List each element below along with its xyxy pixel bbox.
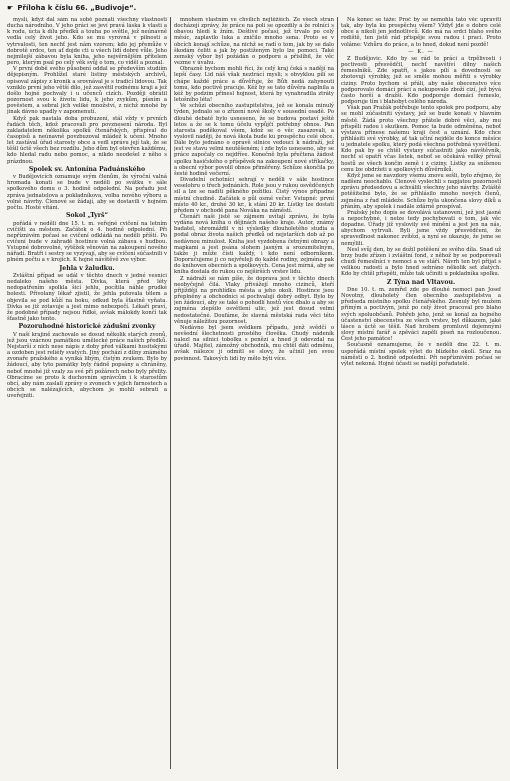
supplement-header	[7, 4, 137, 13]
article-heading: Pozoruhodné historické zádušní zvonky	[18, 323, 156, 331]
supplement-title: Příloha k číslu 66. „Budivoje“.	[17, 4, 137, 12]
article-paragraph: Dne 10. t. m. zemřel zde po dlouhé nemoci pan Josef Novotný, dlouholetý člen obecního zastupitelstva a předseda místního spolku čtenářského. Zesnulý byl mužem přímým a poctivým, jenž po celý život pracoval pro blaho svých spoluobčanů. Pohřeb jeho, jenž se konal za hojného účastenství obecenstva ze všech vrstev, byl důkazem, jaké lásce a úctě se těšil. Nad hrobem promluvil dojemnými slovy místní farář a zpěváci zapěli píseň na rozloučenou. Čest jeho památce!	[341, 286, 501, 343]
article-paragraph: Obrazně bychom mohli říci, že celý kraj čeká s nadějí na lepší časy. Lid náš však neztrácí mysli; s obvyklou pílí se chápe každé práce a důvěřuje, že Bůh nedá zahynouti tomu, kdo poctivě pracuje. Kéž by se tato důvěra naplnila a kéž by podzim přinesl hojnost, která by vynahradila ztráty letošního léta!	[174, 66, 334, 104]
column-rule	[337, 17, 338, 769]
text-column-1	[7, 17, 167, 769]
newspaper-page	[7, 4, 503, 773]
article-paragraph: Však pan Pražák potřebuje tento spolek pro podporu, aby se mohl zúčastniti výstavy, jež se bude konati v hlavním městě. Žádá proto všechny přátele dobré věci, aby mu přispěli radou i skutkem. Pomoc ta bude odměněna, neboť výstava přinese našemu kraji čest a uznání. Kdo chce přihlásiti své výrobky, ať tak učiní nejdéle do konce měsíce u jednatele spolku, který podá všechna potřebná vysvětlení. Kdo pak by se chtěl výstavy súčastniti jako návštěvník, nechť si opatří včas lístek, neboť se očekává veliký příval hostů ze všech končin země i z ciziny. Lístky za sníženou cenu lze obdržeti u spolkových důvěrníků.	[341, 105, 501, 173]
article-paragraph: myslí, když dal sám na sobě poznati všechny vlastnosti ducha národního. V jeho práci se jeví pravá láska k vlasti a k rodu, úcta k dílu předků a touha po světle, jež neúnavně vedla celý život jeho. Kdo se mu vyrovná v pilnosti a vytrvalosti, ten nechť jest nám vzorem; kdo jej přemůže v dobrotě srdce, ten ať dojde cti u všech lidí dobré vůle. Jeho nejmilejší zábavou byla kniha, jeho nejvěrnějším přítelem pero, kterým psal po celý věk svůj o tom, co viděl a poznal.	[7, 17, 167, 67]
article-heading: Z Týna nad Vltavou.	[386, 278, 456, 286]
article-paragraph: V naší krajině zachovalo se dosud několik starých zvonů, jež jsou vzácnou památkou umělecké práce našich předků. Nejstarší z nich nese nápis z doby před válkami husitskými a ozdoben jest reliéfy svatých. Jiný pochází z dílny známého zvonaře pražského a vyniká libým, čistým zvukem. Bylo by žádoucí, aby tyto památky byly řádně popsány a chráněny, neboť mnohé již vzaly za své při požárech nebo byly přelity. Obracíme se proto k duchovním správcům i k starostům obcí, aby nám zaslali zprávy o zvonech v jejich farnostech a obcích se nalézajících, abychom je mohli sebrati a uveřejniti.	[7, 331, 167, 400]
article-heading: Jehla v žaludku.	[59, 264, 115, 272]
article-paragraph: Současně oznamujeme, že v neděli dne 22. t. m. uspořádá místní spolek výlet do blízkého okolí. Sraz na náměstí o 2. hodině odpolední. Při nepříznivém počasí se výlet nekoná. Hojné účasti se nadějí pořadatelé.	[341, 342, 501, 367]
article-paragraph: Když jsme se navzdory všemu znovu sešli, bylo zřejmo, že nadšení neochablo. Členové vyslechli s napjatou pozorností zprávu předsedovu a schválili všechny jeho návrhy. Zvláště potěšitelné bylo, že se přihlásilo mnoho nových členů, zejména z řad mládeže. Schůze byla ukončena slovy díků a přáním, aby spolek i nadále zdárně prospíval.	[341, 172, 501, 210]
text-column-2	[174, 17, 334, 769]
text-column-3	[341, 17, 501, 769]
article-paragraph: Ve schůzi obecního zastupitelstva, jež se konala minulý týden, jednalo se o zřízení nové školy v sousední osadě. Po dlouhé debatě bylo usneseno, že se budova postaví ještě letos a že se k tomu účelu vypůjčí potřebný obnos. Pan starosta poděkoval všem, kdož se o věc zasazovali, a vyslovil naději, že nová škola bude ku prospěchu celé obce. Dále bylo jednáno o opravě silnice vedoucí k nádraží, jež jest ve stavu velmi neutěšeném; i zde bylo usneseno, aby se práce započaly co nejdříve. Konečně byla přečtena žádost spolku hasičského o příspěvek na zakoupení nové stříkačky, a obecní výbor povolil obnos přiměřený. Schůze skončila po šesté hodině večerní.	[174, 103, 334, 177]
article-paragraph: v Budějovicích oznamuje svým členům, že výroční valná hromada konati se bude v neděli po svátku v sále spolkového domu o 3. hodině odpolední. Na pořadu jest zpráva jednatelova a pokladníkova, volba nového výboru a volné návrhy. Členové se žádají, aby se dostavili v hojném počtu. Hosté vítáni.	[7, 174, 167, 211]
column-rule	[170, 17, 171, 769]
article-paragraph: Z nádraží se nám píše, že doprava jest v těchto dnech neobyčejně čilá. Vlaky přivážejí mnoho cizinců, kteří přijíždějí na prohlídku města a jeho okolí. Hostince jsou přeplněny a obchodníci si pochvalují dobrý odbyt. Bylo by jen žádoucí, aby se také o pohodlí hostů více dbalo a aby se zejména zlepšilo osvětlení ulic, jež jest dosud velmi nedostatečné. Doufáme, že slavná městská rada věci této věnuje náležitou pozornost.	[174, 275, 334, 325]
article-paragraph: Když pak nastala doba probuzení, stál vždy v prvních řadách těch, kdož pracovali pro povznesení národa. Byl zakladatelem několika spolků čtenářských, přispíval do časopisů a neúnavně povzbuzoval mládež k učení. Mnoho let zastával úřad starosty obce a vedl správu její tak, že se těšil úctě všech bez rozdílu. Jeho dům byl otevřen každému, kdo hledal radu nebo pomoc, a nikdo neodešel z něho s prázdnou.	[7, 115, 167, 165]
article-paragraph: Pražský jeho dopis se dovolává ustanovení, jež jest jasné a nepochybné, i nelze tedy pochybovati o tom, jak věc dopadne. Úřady již vyslovily své mínění a jest jen na nás, abychom vytrvali. Byli jsme vždy přesvědčeni, že spravedlnost nakonec zvítězí, a nyní se ukazuje, že jsme se nemýlili.	[341, 209, 501, 247]
article-paragraph: Zvláštní případ se udál v těchto dnech v jedné vesnici nedaleko našeho města. Dívka, která před léty nedopatřením spolkla šicí jehlu, pocítila náhle prudké bolesti. Přivolaný lékař zjistil, že jehla putovala tělem a objevila se pod kůží na boku, odkud byla šťastně vyňata. Dívka se již zotavuje a jest mimo nebezpečí. Lékaři praví, že podobné případy nejsou řídké, avšak málokdy končí tak šťastně jako tento.	[7, 273, 167, 323]
article-paragraph: Na konec se táže: Proč by se nemohla tato věc upraviti tak, aby byla ku prospěchu všem? Vždyť jde o dobro celé obce a nikoli jen jednotlivců. Kdo má na srdci blaho svého rodiště, ten jistě rád přispěje svou radou i prací. Proto voláme: Vzhůru do práce, a to hned, dokud není pozdě!	[341, 17, 501, 48]
article-paragraph: pořádá v neděli dne 15. t. m. veřejné cvičení na letním cvičišti za městem. Začátek o 4. hodině odpolední. Při nepříznivém počasí se cvičení odkládá na neděli příští. Po cvičení bude v zahradě hostince volná zábava s hudbou. Vstupné dobrovolné, výtěžek věnován na zakoupení nového nářadí. Bratři i sestry se vyzývají, aby se cvičení súčastnili v plném počtu a v krojích. K hojné návštěvě zve výbor.	[7, 220, 167, 264]
article-paragraph: mnohem vlastním ve chvílích nejtěžších. Ze všech stran docházejí zprávy, že práce na poli se opozdily a že rolníci s obavou hledí k žním. Deštivé počasí, jež trvalo po celý měsíc, zaplavilo luka a zničilo mnoho sena. Proto se v obcích konají schůze, na nichž se radí o tom, jak by se dalo škodám čeliti a jak by postiženým bylo lze pomoci. Také zemský výbor byl požádán o podporu a přislíbil, že věc vezme v úvahu.	[174, 17, 334, 67]
article-paragraph: Divadelní ochotníci sehrají v neděli v sále hostince veselohru o třech jednáních. Role jsou v rukou osvědčených sil a lze se nadíti pěkného požitku. Čistý výnos připadne místní chudině. Začátek o půl osmé večer. Vstupné: první místo 40 kr., druhé 30 kr., k stání 20 kr. Lístky lze dostati předem v obchodě pana Nováka na náměstí.	[174, 177, 334, 214]
article-paragraph: Nesl svůj den, by se dožil potěšení ze svého díla. Snad už brzy bude zřízen i zvláštní fond, z něhož by se podporovali chudí řemeslníci v nemoci a ve stáří. Návrh ten byl přijat s velikou radostí a bylo hned sebráno několik set zlatých. Kdo by chtěl přispěti, může tak učiniti u pokladníka spolku.	[341, 246, 501, 278]
pointing-hand-icon: ☛	[7, 4, 13, 12]
article-heading: Sokol „Tyrš“	[65, 212, 109, 220]
article-paragraph: Čtenáři naši jistě se zájmem uvítají zprávu, že byla vydána nová kniha o dějinách našeho kraje. Autor, známý badatel, shromáždil v ní výsledky dlouholetého studia a podal obraz života našich předků od nejstarších dob až po nedávnou minulost. Kniha jest vyzdobena četnými obrazy a mapkami a jest psána slohem jasným a srozumitelným, takže ji může čísti každý, i kdo není odborníkem. Doporučujeme ji co nejvřeleji do každé rodiny, zejména pak do knihoven obecních a spolkových. Cena jest mírná, aby se kniha dostala do rukou co nejširších vrstev lidu.	[174, 214, 334, 276]
article-paragraph: Z Budějovic. Kdo by se rád te práci a trpělivosti i poctivosti přesvědčil, nechť navštíví dílny našich řemeslníků. Zde spatří, s jakou pílí a dovedností se zhotovují výrobky, jež se směle mohou měřiti s výrobky ciziny. Proto bychom si přáli, aby naše obecenstvo více podporovalo domácí práci a nekupovalo zboží cizí, jež bývá často horší a dražší. Kdo podporuje domácí řemeslo, podporuje tím i blahobyt celého národa.	[341, 55, 501, 106]
article-heading: Spolek sv. Antonína Paduánského	[28, 165, 146, 173]
article-paragraph: Nedávno byl jsem svědkem případu, jenž svědčí o nevšední šlechetnosti prostého člověka. Chudý nádeník nalezl na silnici tobolku s penězi a hned ji odevzdal na úřadě. Majitel, zámožný obchodník, mu chtěl dáti odměnu, avšak nálezce ji odmítl se slovy, že učinil jen svou povinnost. Takových lidí by mělo býti více.	[174, 324, 334, 362]
separator: — K. —	[408, 48, 434, 55]
article-paragraph: V první době svého působení oddal se především studiím dějepisným. Prohlížel staré listiny městských archivů, opisoval zápisy z kronik a srovnával je s tradicí lidovou. Tak vzniklo první jeho větší dílo, jež zasvětil rodnému kraji a jež došlo hojné pochvaly i u učenců cizích. Později obrátil pozornost svou k životu lidu, k jeho zvykům, písním a pověstem, a sebral jich veliké množství, z nichž mnohé by jinak dávno upadly v zapomenutí.	[7, 66, 167, 116]
